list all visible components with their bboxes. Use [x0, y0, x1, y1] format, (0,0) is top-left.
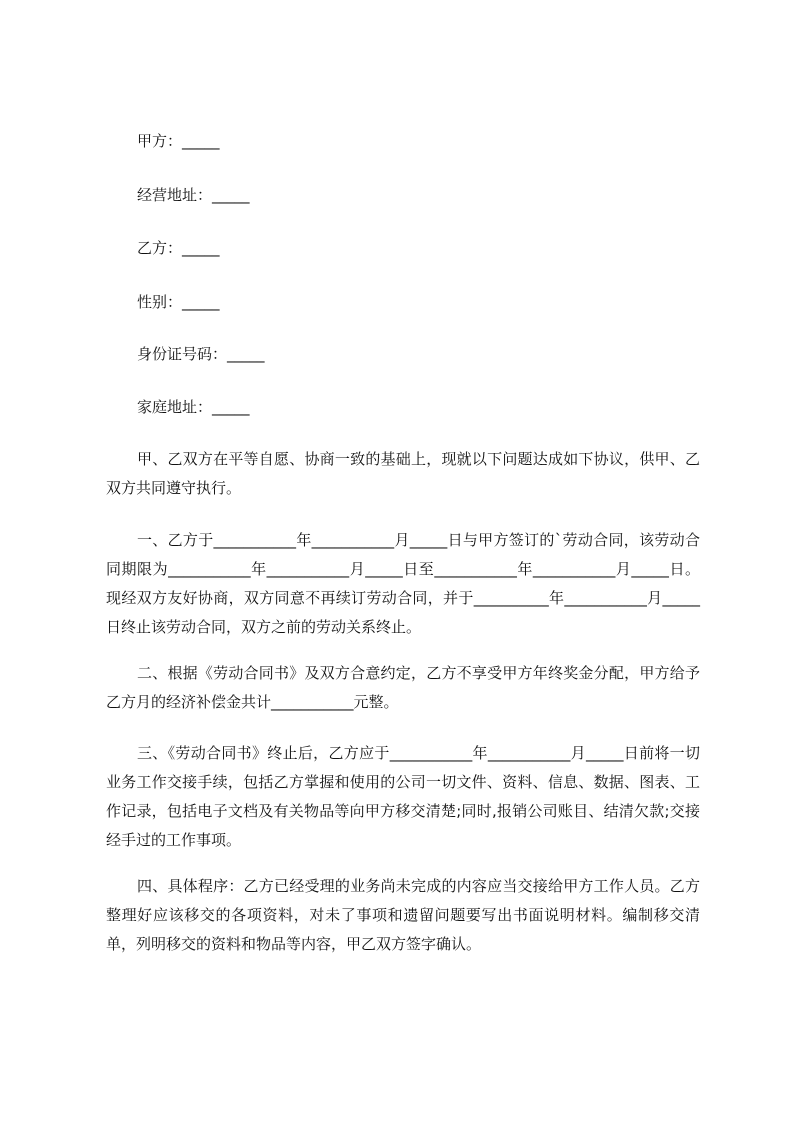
clause-4-paragraph: 四、具体程序：乙方已经受理的业务尚未完成的内容应当交接给甲方工作人员。乙方整理好应该移交的各项资料，对未了事项和遗留问题要写出书面说明材料。编制移交清单，列明移交的资料和物品等内容，甲乙双方签字确认。: [106, 877, 700, 953]
clause-3-paragraph: 三、《劳动合同书》终止后，乙方应于___________年___________月_____日前将一切业务工作交接手续，包括乙方掌握和使用的公司一切文件、资料、信息、数据、图表、工作记录，包括电子文档及有关物品等向甲方移交清楚;同时,报销公司账目、结清欠款;交接经手过的工作事项。: [106, 744, 700, 849]
clause-2-paragraph: 二、根据《劳动合同书》及双方合意约定，乙方不享受甲方年终奖金分配，甲方给予乙方月的经济补偿金共计___________元整。: [106, 664, 700, 711]
business-address-field: 经营地址：_____: [137, 186, 250, 204]
gender-field: 性别：_____: [137, 293, 220, 311]
intro-paragraph: 甲、乙双方在平等自愿、协商一致的基础上，现就以下问题达成如下协议，供甲、乙双方共同遵守执行。: [106, 450, 700, 497]
clause-1-paragraph: 一、乙方于___________年___________月_____日与甲方签订的`劳动合同，该劳动合同期限为___________年___________月_____日至___________年___________月_____日。现经双方友好协商，双方同意不再续订劳动合同，并于__________年___________月_____日终止该劳动合同，双方之前的劳动关系终止。: [106, 531, 700, 636]
id-number-field: 身份证号码：_____: [137, 345, 265, 363]
party-b-field: 乙方：_____: [137, 239, 220, 257]
home-address-field: 家庭地址：_____: [137, 398, 250, 416]
party-a-field: 甲方：_____: [137, 132, 220, 150]
